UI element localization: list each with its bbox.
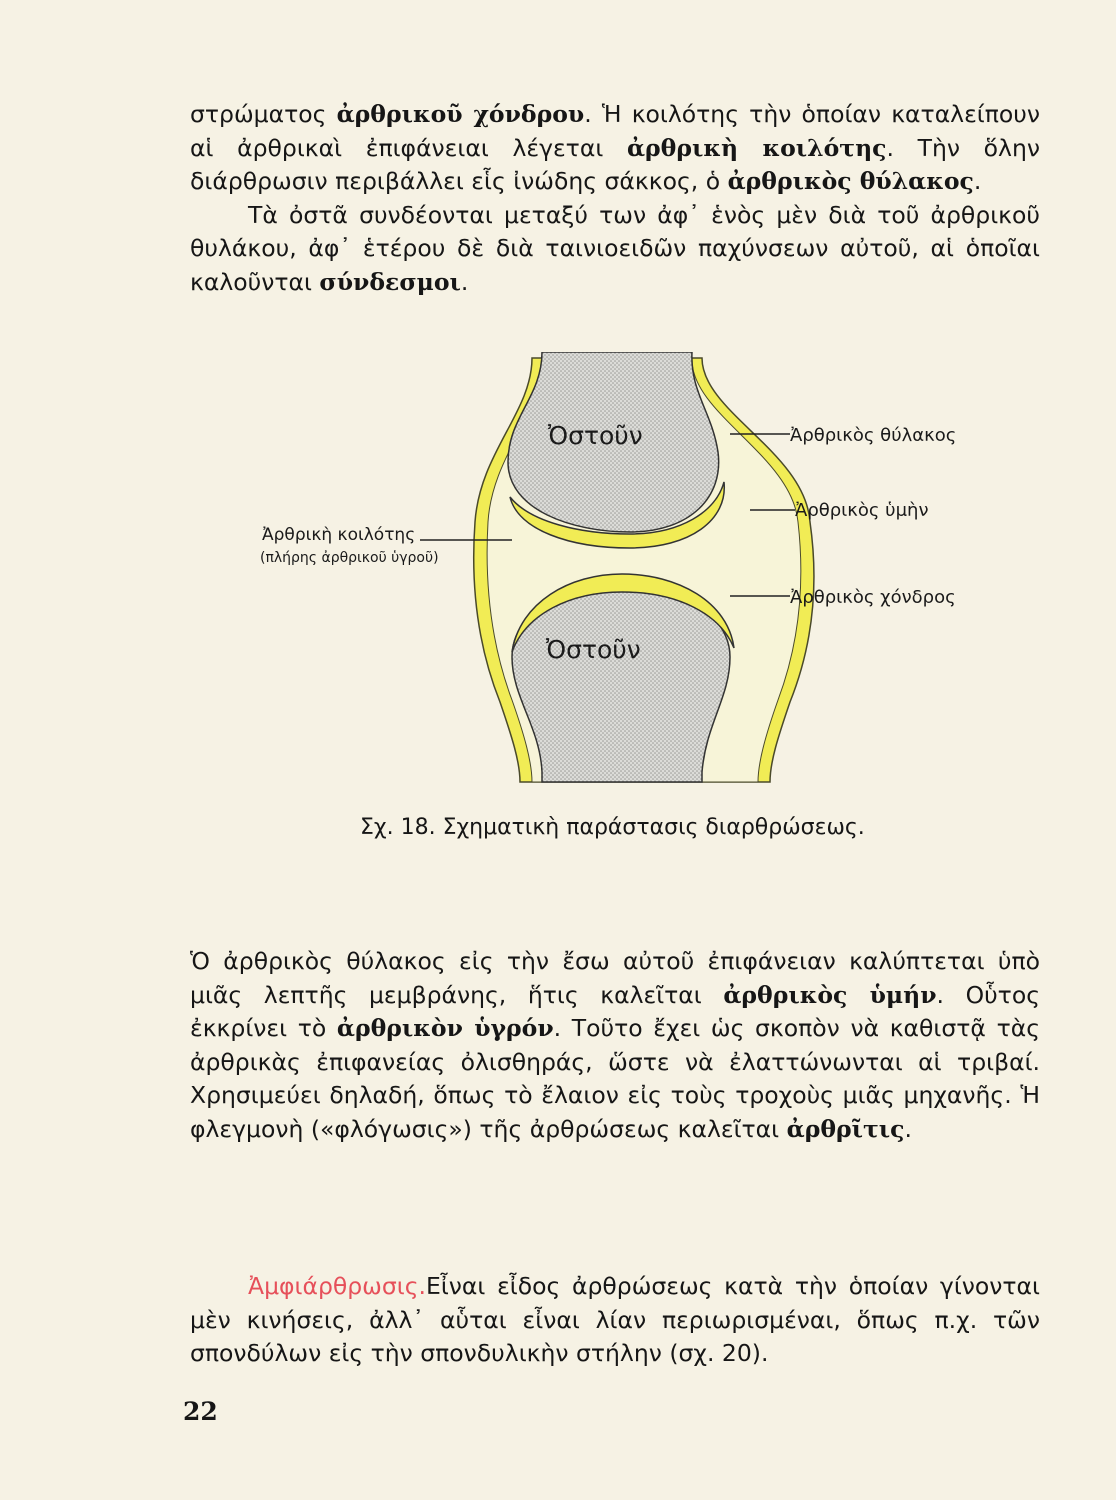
term-articular-capsule: ἀρθρικὸς θύλακος <box>727 167 974 195</box>
p1-text-2: . Ἡ κοιλότης τὴν ὁποίαν καταλείπουν αἱ ἀρθρικαὶ ἐπιφάνειαι λέγεται <box>190 100 1040 162</box>
paragraph-1 <box>190 98 1040 299</box>
p1-text-4: . <box>973 167 982 195</box>
figure-caption: Σχ. 18. Σχηματικὴ παράστασις διαρθρώσεως. <box>360 815 865 840</box>
term-synovial-fluid: ἀρθρικὸν ὑγρόν <box>336 1014 554 1042</box>
heading-amphiarthrosis: Ἀμφιάρθρωσις. <box>248 1272 426 1300</box>
p2-text-1: Τὰ ὀστᾶ συνδέονται μεταξύ των ἀφ᾽ ἑνὸς μὲν διὰ τοῦ ἀρθρικοῦ θυλάκου, ἀφ᾽ ἑτέρου δὲ διὰ ταινιοειδῶν παχύνσεων αὐτοῦ, αἱ ὁποῖαι καλοῦνται <box>190 200 1040 296</box>
bone-bottom-label: Ὀστοῦν <box>546 635 641 664</box>
label-articular-membrane: Ἀρθρικὸς ὑμὴν <box>795 500 929 521</box>
term-articular-membrane: ἀρθρικὸς ὑμήν <box>723 980 937 1009</box>
page-number: 22 <box>183 1397 218 1426</box>
p3-text-2: . Οὗτος ἐκκρίνει τὸ <box>190 980 1040 1042</box>
joint-diagram <box>250 352 1010 792</box>
p3-text-4: . <box>904 1114 912 1143</box>
p3-text-3: . Τοῦτο ἔχει ὡς σκοπὸν νὰ καθιστᾷ τὰς ἀρθρικὰς ἐπιφανείας ὀλισθηράς, ὥστε νὰ ἐλαττώνωνται αἱ τριβαί. Χρησιμεύει δηλαδή, ὅπως τὸ ἔλαιον εἰς τοὺς τροχοὺς μιᾶς μηχανῆς. Ἡ φλεγμονὴ («φλόγωσις») τῆς ἀρθρώσεως καλεῖται <box>190 1014 1040 1143</box>
p1-text-1: στρώματος <box>190 100 337 128</box>
bone-top-label: Ὀστοῦν <box>548 421 643 450</box>
label-articular-cartilage: Ἀρθρικὸς χόνδρος <box>790 587 956 608</box>
p1-text-3: . Τὴν ὅλην διάρθρωσιν περιβάλλει εἷς ἰνώδης σάκκος, ὁ <box>190 133 1040 195</box>
label-articular-cavity-note: (πλήρης ἀρθρικοῦ ὑγροῦ) <box>260 550 439 566</box>
bone-bottom <box>512 584 730 782</box>
term-articular-cartilage: ἀρθρικοῦ χόνδρου <box>336 100 585 128</box>
term-arthritis: ἀρθρῖτις <box>786 1114 905 1143</box>
term-ligaments: σύνδεσμοι <box>319 267 461 296</box>
term-articular-cavity: ἀρθρικὴ κοιλότης <box>626 133 887 162</box>
label-articular-capsule: Ἀρθρικὸς θύλακος <box>790 425 957 446</box>
paragraph-3 <box>190 945 1040 1146</box>
p3-text-1: Ὁ ἀρθρικὸς θύλακος εἰς τὴν ἔσω αὐτοῦ ἐπιφάνειαν καλύπτεται ὑπὸ μιᾶς λεπτῆς μεμβράνης, ἥτις καλεῖται <box>190 947 1040 1009</box>
label-articular-cavity: Ἀρθρικὴ κοιλότης <box>262 525 416 545</box>
p4-text-1: Εἶναι εἶδος ἀρθρώσεως κατὰ τὴν ὁποίαν γίνονται μὲν κινήσεις, ἀλλ᾽ αὗται εἶναι λίαν περιωρισμέναι, ὅπως π.χ. τῶν σπονδύλων εἰς τὴν σπονδυλικὴν στήλην (σχ. 20). <box>190 1272 1040 1367</box>
p2-text-2: . <box>460 267 469 296</box>
paragraph-4 <box>190 1270 1040 1371</box>
